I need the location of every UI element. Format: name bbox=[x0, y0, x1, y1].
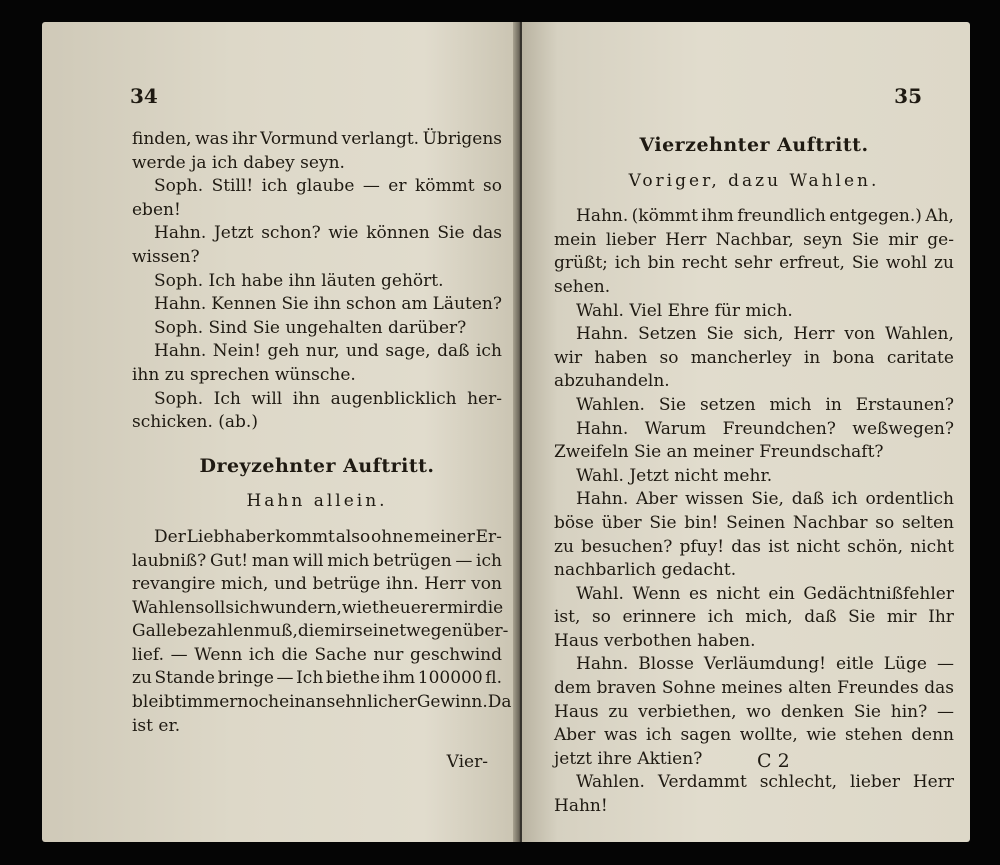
text-line: Hahn. (kömmt ihm freundlich entgegen.) Ah, bbox=[576, 206, 954, 227]
text-line: dem braven Sohne meines alten Freundes das bbox=[554, 678, 954, 699]
scene-heading: Dreyzehnter Auftritt. bbox=[199, 454, 435, 477]
scene-subheading: Hahn allein. bbox=[246, 491, 388, 512]
catchword: Vier- bbox=[446, 752, 488, 772]
text-line: Haus verbothen haben. bbox=[554, 630, 756, 651]
page-number-left: 34 bbox=[130, 84, 158, 108]
text-line: Hahn. Kennen Sie ihn schon am Läuten? bbox=[154, 294, 502, 315]
text-line: Soph. Sind Sie ungehalten darüber? bbox=[154, 317, 467, 338]
right-page bbox=[522, 22, 970, 842]
text-line: Wahlen. Verdammt schlecht, lieber Herr bbox=[576, 772, 954, 793]
text-line: eben! bbox=[132, 199, 181, 220]
text-line: ist, so erinnere ich mich, daß Sie mir Ihr bbox=[554, 607, 954, 628]
text-line: Wahl. Viel Ehre für mich. bbox=[576, 300, 793, 321]
text-line: Der Liebhaber kommt also ohne meiner Er- bbox=[154, 526, 502, 547]
text-line: schicken. (ab.) bbox=[132, 412, 258, 433]
signature-mark: C 2 bbox=[757, 750, 790, 772]
left-page-text bbox=[132, 128, 512, 738]
left-page bbox=[42, 22, 520, 842]
text-line: Soph. Ich habe ihn läuten gehört. bbox=[154, 270, 444, 291]
scene-heading: Vierzehnter Auftritt. bbox=[639, 134, 869, 156]
text-line: sehen. bbox=[554, 276, 611, 297]
text-line: Soph. Ich will ihn augenblicklich her- bbox=[154, 388, 502, 409]
text-line: zu Stande bringe — Ich biethe ihm 100000 fl. bbox=[132, 668, 502, 689]
text-line: nachbarlich gedacht. bbox=[554, 560, 737, 581]
text-line: ihn zu sprechen wünsche. bbox=[132, 364, 356, 385]
text-line: zu besuchen? pfuy! das ist nicht schön, nicht bbox=[554, 536, 954, 557]
text-line: lief. — Wenn ich die Sache nur geschwind bbox=[132, 644, 502, 665]
text-line: Hahn. Nein! geh nur, und sage, daß ich bbox=[154, 341, 502, 362]
text-line: Hahn! bbox=[554, 796, 608, 817]
text-line: abzuhandeln. bbox=[554, 371, 670, 392]
text-line: Wahlen soll sich wundern, wie theuer er mir die bbox=[132, 597, 504, 618]
text-line: Zweifeln Sie an meiner Freundschaft? bbox=[554, 442, 884, 463]
text-line: mein lieber Herr Nachbar, seyn Sie mir ge- bbox=[554, 229, 954, 250]
text-line: Hahn. Blosse Verläumdung! eitle Lüge — bbox=[576, 654, 954, 675]
text-line: Hahn. Setzen Sie sich, Herr von Wahlen, bbox=[576, 324, 954, 345]
text-line: ist er. bbox=[132, 715, 181, 736]
text-line: Soph. Still! ich glaube — er kömmt so bbox=[154, 176, 502, 197]
text-line: wissen? bbox=[132, 246, 200, 267]
text-line: Haus zu verbiethen, wo denken Sie hin? — bbox=[554, 701, 954, 722]
text-line: Hahn. Jetzt schon? wie können Sie das bbox=[154, 223, 502, 244]
text-line: bleibt immer noch ein ansehnlicher Gewinn. Da bbox=[132, 692, 512, 713]
text-line: grüßt; ich bin recht sehr erfreut, Sie wohl zu bbox=[554, 253, 954, 274]
text-line: werde ja ich dabey seyn. bbox=[132, 152, 345, 173]
text-line: Galle bezahlen muß, die mir seinetwegen über- bbox=[132, 621, 509, 642]
text-line: Wahl. Jetzt nicht mehr. bbox=[576, 465, 773, 486]
text-line: finden, was ihr Vormund verlangt. Übrigens bbox=[132, 129, 502, 149]
text-line: jetzt ihre Aktien? bbox=[554, 748, 703, 769]
text-line: Wahlen. Sie setzen mich in Erstaunen? bbox=[576, 394, 954, 415]
text-line: Hahn. Aber wissen Sie, daß ich ordentlich bbox=[576, 489, 954, 510]
text-line: Wahl. Wenn es nicht ein Gedächtnißfehler bbox=[576, 583, 954, 604]
right-page-text bbox=[554, 134, 954, 819]
text-line: laubniß? Gut! man will mich betrügen — ich bbox=[132, 550, 502, 571]
text-line: wir haben so mancherley in bona caritate bbox=[554, 347, 954, 368]
scene-subheading: Voriger, dazu Wahlen. bbox=[628, 170, 880, 191]
text-line: Hahn. Warum Freundchen? weßwegen? bbox=[576, 418, 954, 439]
text-line: böse über Sie bin! Seinen Nachbar so selten bbox=[554, 512, 954, 533]
text-line: revangire mich, und betrüge ihn. Herr von bbox=[132, 574, 502, 595]
page-number-right: 35 bbox=[894, 84, 922, 108]
text-line: Aber was ich sagen wollte, wie stehen denn bbox=[554, 725, 954, 746]
